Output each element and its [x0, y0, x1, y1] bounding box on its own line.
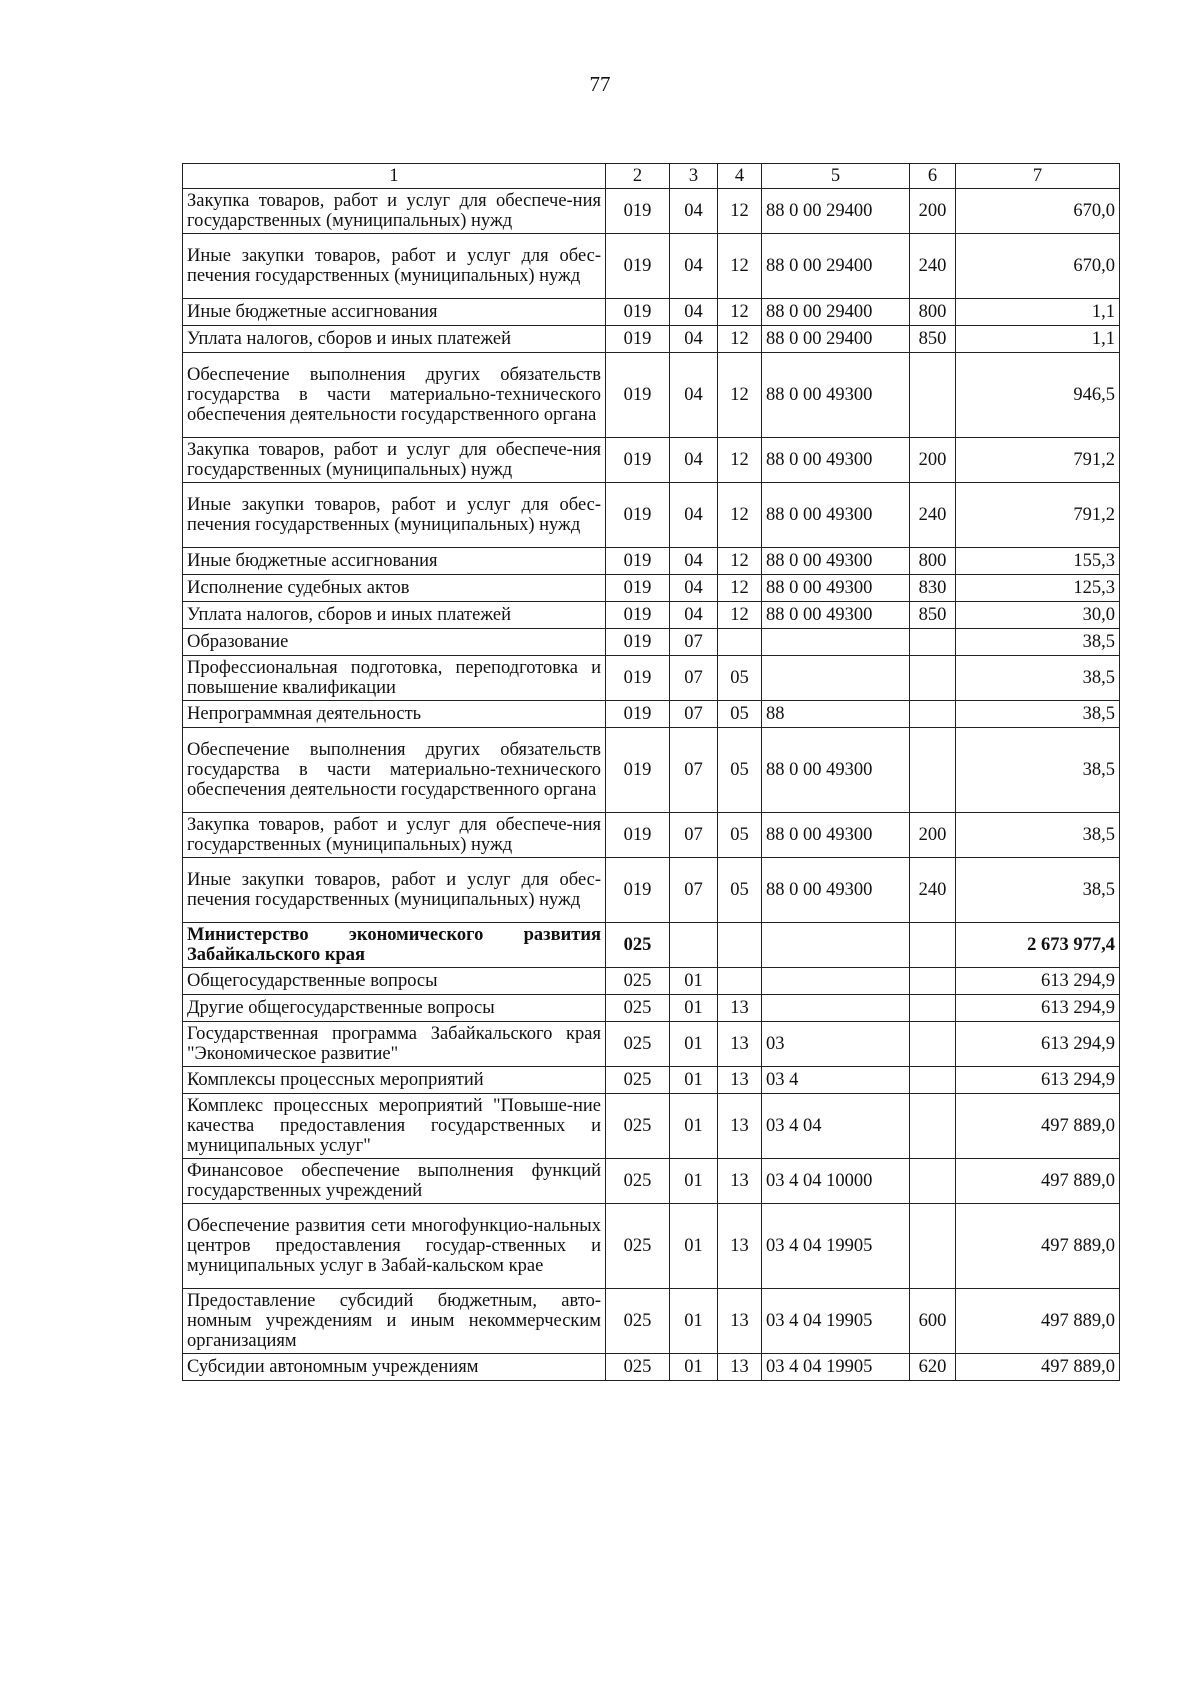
row-section: 04 — [670, 353, 718, 438]
row-target-article: 88 0 00 49300 — [762, 813, 910, 858]
table-row — [183, 353, 1120, 438]
row-amount: 497 889,0 — [956, 1204, 1120, 1289]
header-col-6: 6 — [910, 164, 956, 189]
row-expense-type: 600 — [910, 1289, 956, 1354]
row-name: Исполнение судебных актов — [183, 575, 606, 602]
row-target-article: 88 0 00 49300 — [762, 548, 910, 575]
row-amount: 497 889,0 — [956, 1094, 1120, 1159]
row-expense-type: 240 — [910, 234, 956, 299]
row-subsection: 12 — [718, 189, 762, 234]
row-expense-type — [910, 656, 956, 701]
row-ministry-code: 019 — [606, 701, 670, 728]
row-name: Иные бюджетные ассигнования — [183, 548, 606, 575]
row-ministry-code: 019 — [606, 602, 670, 629]
row-amount: 38,5 — [956, 656, 1120, 701]
row-ministry-code: 025 — [606, 1067, 670, 1094]
row-amount: 38,5 — [956, 629, 1120, 656]
row-amount: 1,1 — [956, 299, 1120, 326]
row-amount: 38,5 — [956, 728, 1120, 813]
row-subsection — [718, 923, 762, 968]
header-col-4: 4 — [718, 164, 762, 189]
row-subsection: 05 — [718, 728, 762, 813]
row-subsection: 13 — [718, 1159, 762, 1204]
row-name: Закупка товаров, работ и услуг для обеспече-ния государственных (муниципальных) нужд — [183, 189, 606, 234]
row-name: Комплексы процессных мероприятий — [183, 1067, 606, 1094]
row-target-article: 03 4 04 10000 — [762, 1159, 910, 1204]
row-amount: 38,5 — [956, 858, 1120, 923]
row-subsection: 13 — [718, 995, 762, 1022]
row-expense-type — [910, 353, 956, 438]
row-ministry-code: 019 — [606, 813, 670, 858]
row-section: 01 — [670, 1067, 718, 1094]
table-row — [183, 575, 1120, 602]
row-target-article: 03 — [762, 1022, 910, 1067]
row-section: 07 — [670, 656, 718, 701]
row-target-article: 03 4 04 19905 — [762, 1354, 910, 1381]
table-row — [183, 1094, 1120, 1159]
row-subsection: 13 — [718, 1022, 762, 1067]
row-subsection: 13 — [718, 1094, 762, 1159]
table-row — [183, 1067, 1120, 1094]
row-amount: 125,3 — [956, 575, 1120, 602]
row-ministry-code: 025 — [606, 1354, 670, 1381]
header-col-7: 7 — [956, 164, 1120, 189]
row-name: Другие общегосударственные вопросы — [183, 995, 606, 1022]
row-ministry-code: 019 — [606, 326, 670, 353]
row-ministry-code: 025 — [606, 1159, 670, 1204]
row-section: 01 — [670, 1204, 718, 1289]
row-subsection: 12 — [718, 438, 762, 483]
row-section: 04 — [670, 483, 718, 548]
row-section: 01 — [670, 1094, 718, 1159]
row-section: 04 — [670, 548, 718, 575]
row-expense-type: 850 — [910, 602, 956, 629]
header-row — [183, 164, 1120, 189]
row-ministry-code: 019 — [606, 548, 670, 575]
row-ministry-code: 025 — [606, 995, 670, 1022]
row-name: Уплата налогов, сборов и иных платежей — [183, 326, 606, 353]
row-name: Обеспечение выполнения других обязательств государства в части материально-технического обеспечения деятельности государственного органа — [183, 728, 606, 813]
row-subsection: 13 — [718, 1067, 762, 1094]
table-row — [183, 548, 1120, 575]
row-subsection: 12 — [718, 548, 762, 575]
row-target-article: 03 4 04 — [762, 1094, 910, 1159]
row-section: 07 — [670, 813, 718, 858]
row-target-article: 88 0 00 49300 — [762, 858, 910, 923]
table-row — [183, 968, 1120, 995]
row-name: Уплата налогов, сборов и иных платежей — [183, 602, 606, 629]
table-row — [183, 701, 1120, 728]
row-subsection: 13 — [718, 1354, 762, 1381]
row-amount: 497 889,0 — [956, 1354, 1120, 1381]
row-target-article: 03 4 04 19905 — [762, 1289, 910, 1354]
row-target-article: 88 0 00 49300 — [762, 438, 910, 483]
row-expense-type — [910, 995, 956, 1022]
row-name: Государственная программа Забайкальского края "Экономическое развитие" — [183, 1022, 606, 1067]
page-number: 77 — [589, 72, 611, 96]
row-name: Иные закупки товаров, работ и услуг для обес-печения государственных (муниципальных) нужд — [183, 858, 606, 923]
row-expense-type: 850 — [910, 326, 956, 353]
row-name: Обеспечение выполнения других обязательств государства в части материально-технического обеспечения деятельности государственного органа — [183, 353, 606, 438]
table-row — [183, 923, 1120, 968]
table-row — [183, 483, 1120, 548]
row-target-article — [762, 656, 910, 701]
row-amount: 791,2 — [956, 483, 1120, 548]
row-name: Профессиональная подготовка, переподготовка и повышение квалификации — [183, 656, 606, 701]
row-amount: 30,0 — [956, 602, 1120, 629]
row-name: Финансовое обеспечение выполнения функций государственных учреждений — [183, 1159, 606, 1204]
row-ministry-code: 019 — [606, 299, 670, 326]
row-section: 04 — [670, 575, 718, 602]
header-col-5: 5 — [762, 164, 910, 189]
row-amount: 38,5 — [956, 813, 1120, 858]
row-section: 07 — [670, 858, 718, 923]
row-target-article: 03 4 — [762, 1067, 910, 1094]
row-name: Иные бюджетные ассигнования — [183, 299, 606, 326]
row-section: 01 — [670, 1354, 718, 1381]
row-target-article: 88 0 00 29400 — [762, 326, 910, 353]
row-name: Предоставление субсидий бюджетным, авто-номным учреждениям и иным некоммерческим организациям — [183, 1289, 606, 1354]
row-ministry-code: 019 — [606, 728, 670, 813]
table-row — [183, 1289, 1120, 1354]
row-section: 01 — [670, 1289, 718, 1354]
table-row — [183, 1354, 1120, 1381]
row-ministry-code: 025 — [606, 923, 670, 968]
row-expense-type: 240 — [910, 483, 956, 548]
table-row — [183, 813, 1120, 858]
table-row — [183, 602, 1120, 629]
row-amount: 155,3 — [956, 548, 1120, 575]
row-expense-type — [910, 701, 956, 728]
row-target-article: 88 0 00 49300 — [762, 602, 910, 629]
row-subsection: 12 — [718, 326, 762, 353]
row-name: Министерство экономического развития Забайкальского края — [183, 923, 606, 968]
row-ministry-code: 025 — [606, 1289, 670, 1354]
row-target-article: 88 0 00 49300 — [762, 728, 910, 813]
row-subsection: 05 — [718, 813, 762, 858]
row-expense-type: 800 — [910, 299, 956, 326]
table-body — [183, 189, 1120, 1381]
row-ministry-code: 019 — [606, 656, 670, 701]
row-name: Иные закупки товаров, работ и услуг для обес-печения государственных (муниципальных) нужд — [183, 234, 606, 299]
row-section: 04 — [670, 438, 718, 483]
row-section: 01 — [670, 995, 718, 1022]
row-subsection: 05 — [718, 656, 762, 701]
row-name: Обеспечение развития сети многофункцио-нальных центров предоставления государ-ственных и муниципальных услуг в Забай-кальском крае — [183, 1204, 606, 1289]
row-expense-type — [910, 1022, 956, 1067]
row-amount: 38,5 — [956, 701, 1120, 728]
row-name: Комплекс процессных мероприятий "Повыше-ние качества предоставления государственных и муниципальных услуг" — [183, 1094, 606, 1159]
row-expense-type — [910, 629, 956, 656]
row-target-article: 88 0 00 49300 — [762, 353, 910, 438]
row-section: 01 — [670, 968, 718, 995]
row-expense-type — [910, 923, 956, 968]
row-amount: 613 294,9 — [956, 1022, 1120, 1067]
row-subsection: 13 — [718, 1204, 762, 1289]
row-amount: 2 673 977,4 — [956, 923, 1120, 968]
row-section: 01 — [670, 1022, 718, 1067]
row-expense-type: 240 — [910, 858, 956, 923]
row-target-article: 88 0 00 49300 — [762, 575, 910, 602]
row-ministry-code: 025 — [606, 1204, 670, 1289]
row-name: Непрограммная деятельность — [183, 701, 606, 728]
row-ministry-code: 019 — [606, 629, 670, 656]
row-subsection: 05 — [718, 858, 762, 923]
row-subsection: 13 — [718, 1289, 762, 1354]
row-section: 01 — [670, 1159, 718, 1204]
row-name: Закупка товаров, работ и услуг для обеспече-ния государственных (муниципальных) нужд — [183, 438, 606, 483]
table-row — [183, 189, 1120, 234]
table-row — [183, 995, 1120, 1022]
table-row — [183, 438, 1120, 483]
header-col-1: 1 — [183, 164, 606, 189]
row-subsection: 12 — [718, 299, 762, 326]
row-expense-type — [910, 1094, 956, 1159]
row-target-article: 88 0 00 29400 — [762, 189, 910, 234]
row-ministry-code: 025 — [606, 1094, 670, 1159]
row-expense-type: 200 — [910, 189, 956, 234]
row-section — [670, 923, 718, 968]
row-section: 04 — [670, 299, 718, 326]
row-target-article: 03 4 04 19905 — [762, 1204, 910, 1289]
row-section: 07 — [670, 701, 718, 728]
row-amount: 670,0 — [956, 234, 1120, 299]
table-row — [183, 326, 1120, 353]
row-ministry-code: 019 — [606, 575, 670, 602]
row-subsection: 05 — [718, 701, 762, 728]
row-section: 04 — [670, 326, 718, 353]
row-ministry-code: 019 — [606, 483, 670, 548]
row-target-article — [762, 629, 910, 656]
row-subsection: 12 — [718, 234, 762, 299]
row-ministry-code: 019 — [606, 438, 670, 483]
row-amount: 497 889,0 — [956, 1289, 1120, 1354]
row-expense-type — [910, 968, 956, 995]
row-section: 04 — [670, 602, 718, 629]
row-target-article — [762, 995, 910, 1022]
row-target-article: 88 — [762, 701, 910, 728]
header-col-2: 2 — [606, 164, 670, 189]
table-row — [183, 656, 1120, 701]
row-name: Иные закупки товаров, работ и услуг для обес-печения государственных (муниципальных) нужд — [183, 483, 606, 548]
row-subsection: 12 — [718, 602, 762, 629]
header-col-3: 3 — [670, 164, 718, 189]
row-amount: 670,0 — [956, 189, 1120, 234]
table-row — [183, 629, 1120, 656]
row-expense-type — [910, 1204, 956, 1289]
row-expense-type — [910, 1159, 956, 1204]
row-ministry-code: 019 — [606, 858, 670, 923]
row-subsection: 12 — [718, 575, 762, 602]
row-name: Общегосударственные вопросы — [183, 968, 606, 995]
row-expense-type: 200 — [910, 813, 956, 858]
row-name: Закупка товаров, работ и услуг для обеспече-ния государственных (муниципальных) нужд — [183, 813, 606, 858]
row-amount: 1,1 — [956, 326, 1120, 353]
row-amount: 791,2 — [956, 438, 1120, 483]
row-section: 07 — [670, 728, 718, 813]
row-expense-type: 800 — [910, 548, 956, 575]
row-section: 04 — [670, 189, 718, 234]
table-row — [183, 234, 1120, 299]
row-expense-type — [910, 1067, 956, 1094]
row-amount: 613 294,9 — [956, 968, 1120, 995]
table-row — [183, 1204, 1120, 1289]
table-row — [183, 1159, 1120, 1204]
table-row — [183, 728, 1120, 813]
row-expense-type — [910, 728, 956, 813]
row-expense-type: 200 — [910, 438, 956, 483]
budget-table — [182, 163, 1120, 1381]
row-subsection: 12 — [718, 353, 762, 438]
row-ministry-code: 019 — [606, 353, 670, 438]
row-amount: 613 294,9 — [956, 1067, 1120, 1094]
row-ministry-code: 025 — [606, 968, 670, 995]
row-section: 04 — [670, 234, 718, 299]
table-row — [183, 858, 1120, 923]
row-subsection: 12 — [718, 483, 762, 548]
row-target-article — [762, 923, 910, 968]
row-amount: 497 889,0 — [956, 1159, 1120, 1204]
row-ministry-code: 025 — [606, 1022, 670, 1067]
row-target-article: 88 0 00 49300 — [762, 483, 910, 548]
row-amount: 613 294,9 — [956, 995, 1120, 1022]
row-target-article: 88 0 00 29400 — [762, 234, 910, 299]
row-expense-type: 830 — [910, 575, 956, 602]
row-subsection — [718, 968, 762, 995]
row-subsection — [718, 629, 762, 656]
row-target-article: 88 0 00 29400 — [762, 299, 910, 326]
row-ministry-code: 019 — [606, 189, 670, 234]
table-row — [183, 1022, 1120, 1067]
row-name: Субсидии автономным учреждениям — [183, 1354, 606, 1381]
table-row — [183, 299, 1120, 326]
row-target-article — [762, 968, 910, 995]
row-section: 07 — [670, 629, 718, 656]
row-name: Образование — [183, 629, 606, 656]
row-amount: 946,5 — [956, 353, 1120, 438]
row-expense-type: 620 — [910, 1354, 956, 1381]
row-ministry-code: 019 — [606, 234, 670, 299]
